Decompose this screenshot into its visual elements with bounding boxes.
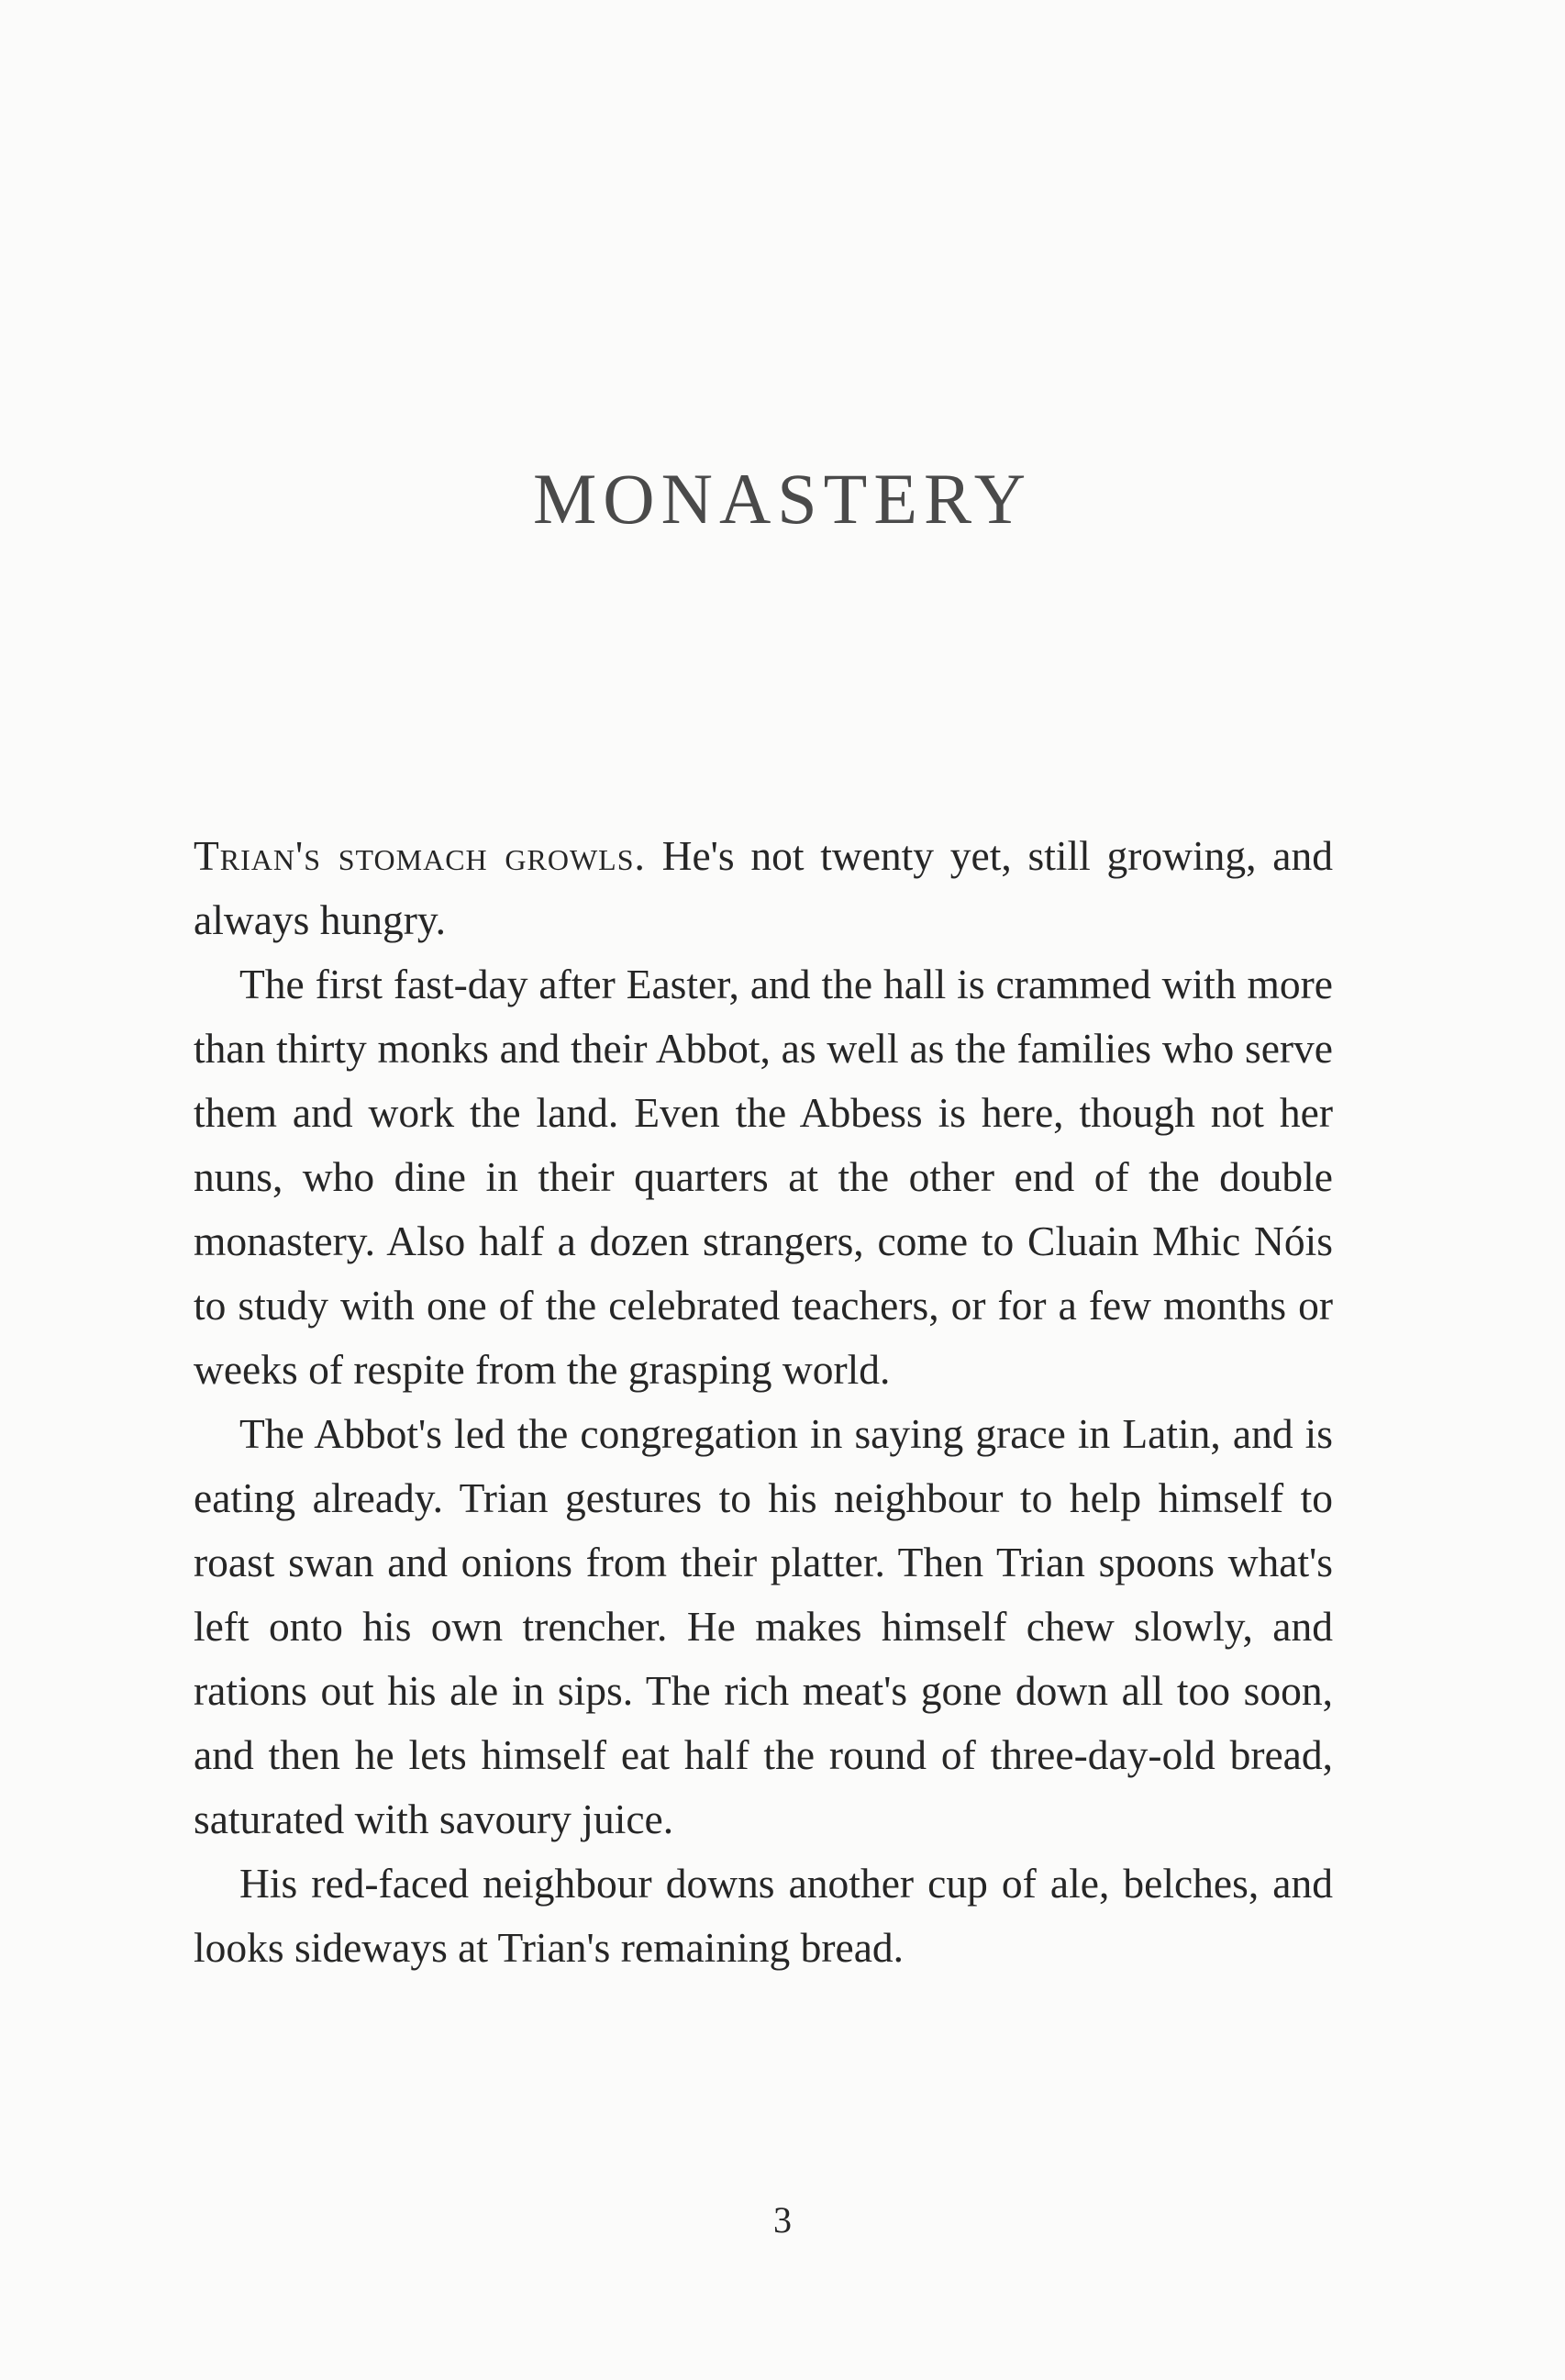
body-text: [194, 824, 1333, 1980]
paragraph-1-text: He's not twenty yet, still growing, and always hungry.: [194, 832, 1333, 943]
page-number: 3: [773, 2199, 792, 2241]
paragraph-3: The Abbot's led the congregation in saying grace in Latin, and is eating already. Trian gestures to his neighbour to help himself to roast swan and onions from their platter. Then Trian spoons what's left onto his own trencher. He makes himself chew slowly, and rations out his ale in sips. The rich meat's gone down all too soon, and then he lets himself eat half the round of three-day-old bread, saturated with savoury juice.: [194, 1410, 1333, 1842]
chapter-title: MONASTERY: [532, 459, 1033, 539]
paragraph-2: The first fast-day after Easter, and the hall is crammed with more than thirty monks and their Abbot, as well as the families who serve them and work the land. Even the Abbess is here, though not her nuns, who dine in their quarters at the other end of the double monastery. Also half a dozen strangers, come to Cluain Mhic Nóis to study with one of the celebrated teachers, or for a few months or weeks of respite from the grasping world.: [194, 961, 1333, 1393]
lead-in-small-caps: Trian's stomach growls.: [194, 832, 646, 879]
paragraph-4: His red-faced neighbour downs another cup of ale, belches, and looks sideways at Trian's remaining bread.: [194, 1860, 1333, 1971]
paragraph-1: [194, 824, 1333, 952]
